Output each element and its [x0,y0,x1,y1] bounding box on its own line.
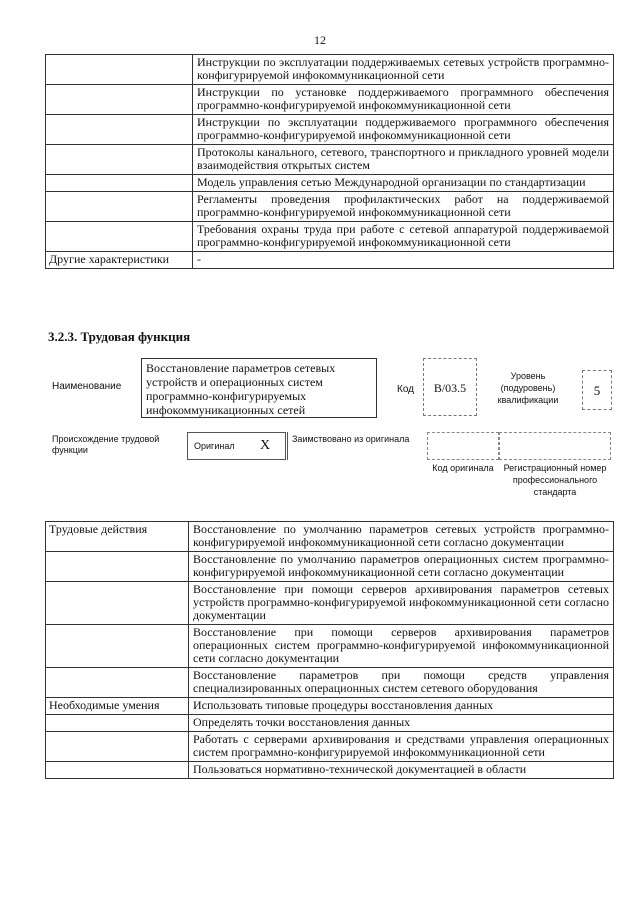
table-row [46,762,614,779]
row-text: Инструкции по установке поддерживаемого программного обеспечения программно-конфигурируемой инфокоммуникационной сети [193,85,614,115]
qualification-level-label: Уровень (подуровень) квалификации [497,371,559,405]
table-row [46,715,614,732]
table-row [46,85,614,115]
row-label [46,732,189,762]
row-label [46,222,193,252]
original-code-label: Код оригинала [432,463,494,473]
row-label [46,762,189,779]
row-label: Необходимые умения [46,698,189,715]
row-text: - [193,252,614,269]
origin-label: Происхождение трудовой функции [52,434,160,455]
table-row [46,698,614,715]
row-text: Использовать типовые процедуры восстановления данных [189,698,614,715]
row-label: Трудовые действия [46,522,189,552]
row-label [46,552,189,582]
page-number: 12 [314,33,326,47]
function-name-box: Восстановление параметров сетевых устройств и операционных систем программно-конфигурируемых инфокоммуникационных сетей [141,358,377,418]
table-row [46,668,614,698]
name-label: Наименование [52,381,122,392]
original-box [187,432,286,460]
table-row [46,115,614,145]
row-label [46,145,193,175]
code-label: Код [397,384,415,395]
original-code-box [427,432,499,460]
row-label [46,115,193,145]
table-row [46,55,614,85]
actions-skills-table [45,521,614,779]
borrowed-box: Заимствовано из оригинала [287,432,417,460]
row-text: Протоколы канального, сетевого, транспортного и прикладного уровней модели взаимодействия открытых систем [193,145,614,175]
row-label [46,625,189,668]
original-label: Оригинал [194,441,235,451]
table-row [46,552,614,582]
row-text: Восстановление при помощи серверов архивирования параметров операционных систем программно-конфигурируемой инфокоммуникационной сети согласно документации [189,625,614,668]
row-text: Определять точки восстановления данных [189,715,614,732]
row-text: Требования охраны труда при работе с сетевой аппаратурой поддерживаемой программно-конфигурируемой инфокоммуникационной сети [193,222,614,252]
row-label [46,192,193,222]
table-row [46,192,614,222]
row-text: Восстановление по умолчанию параметров операционных систем программно-конфигурируемой инфокоммуникационной сети согласно документации [189,552,614,582]
row-label [46,175,193,192]
row-label [46,85,193,115]
table-row [46,522,614,552]
qualification-level-box: 5 [582,370,612,410]
row-text: Пользоваться нормативно-технической документацией в области [189,762,614,779]
table-row [46,222,614,252]
knowledge-table [45,54,614,269]
row-text: Работать с серверами архивирования и средствами управления операционных систем программно-конфигурируемой инфокоммуникационной сети [189,732,614,762]
row-label [46,55,193,85]
row-text: Инструкции по эксплуатации поддерживаемого программного обеспечения программно-конфигурируемой инфокоммуникационной сети [193,115,614,145]
reg-number-label: Регистрационный номер профессионального стандарта [503,463,607,497]
row-text: Инструкции по эксплуатации поддерживаемых сетевых устройств программно-конфигурируемой инфокоммуникационной сети [193,55,614,85]
table-row [46,732,614,762]
code-value-box: B/03.5 [423,358,477,416]
table-row [46,582,614,625]
table-row [46,625,614,668]
table-row [46,145,614,175]
row-text: Модель управления сетью Международной организации по стандартизации [193,175,614,192]
section-heading: 3.2.3. Трудовая функция [48,329,191,344]
table-row [46,175,614,192]
reg-number-box [499,432,611,460]
row-text: Восстановление параметров при помощи средств управления специализированных операционных систем сетевого оборудования [189,668,614,698]
row-label [46,668,189,698]
row-label: Другие характеристики [46,252,193,269]
original-mark: X [260,438,271,453]
row-label [46,582,189,625]
table-row [46,252,614,269]
row-text: Регламенты проведения профилактических работ на поддерживаемой программно-конфигурируемой инфокоммуникационной сети [193,192,614,222]
row-text: Восстановление при помощи серверов архивирования параметров сетевых устройств программно-конфигурируемой инфокоммуникационной сети согласно документации [189,582,614,625]
row-label [46,715,189,732]
row-text: Восстановление по умолчанию параметров сетевых устройств программно-конфигурируемой инфокоммуникационной сети согласно документации [189,522,614,552]
